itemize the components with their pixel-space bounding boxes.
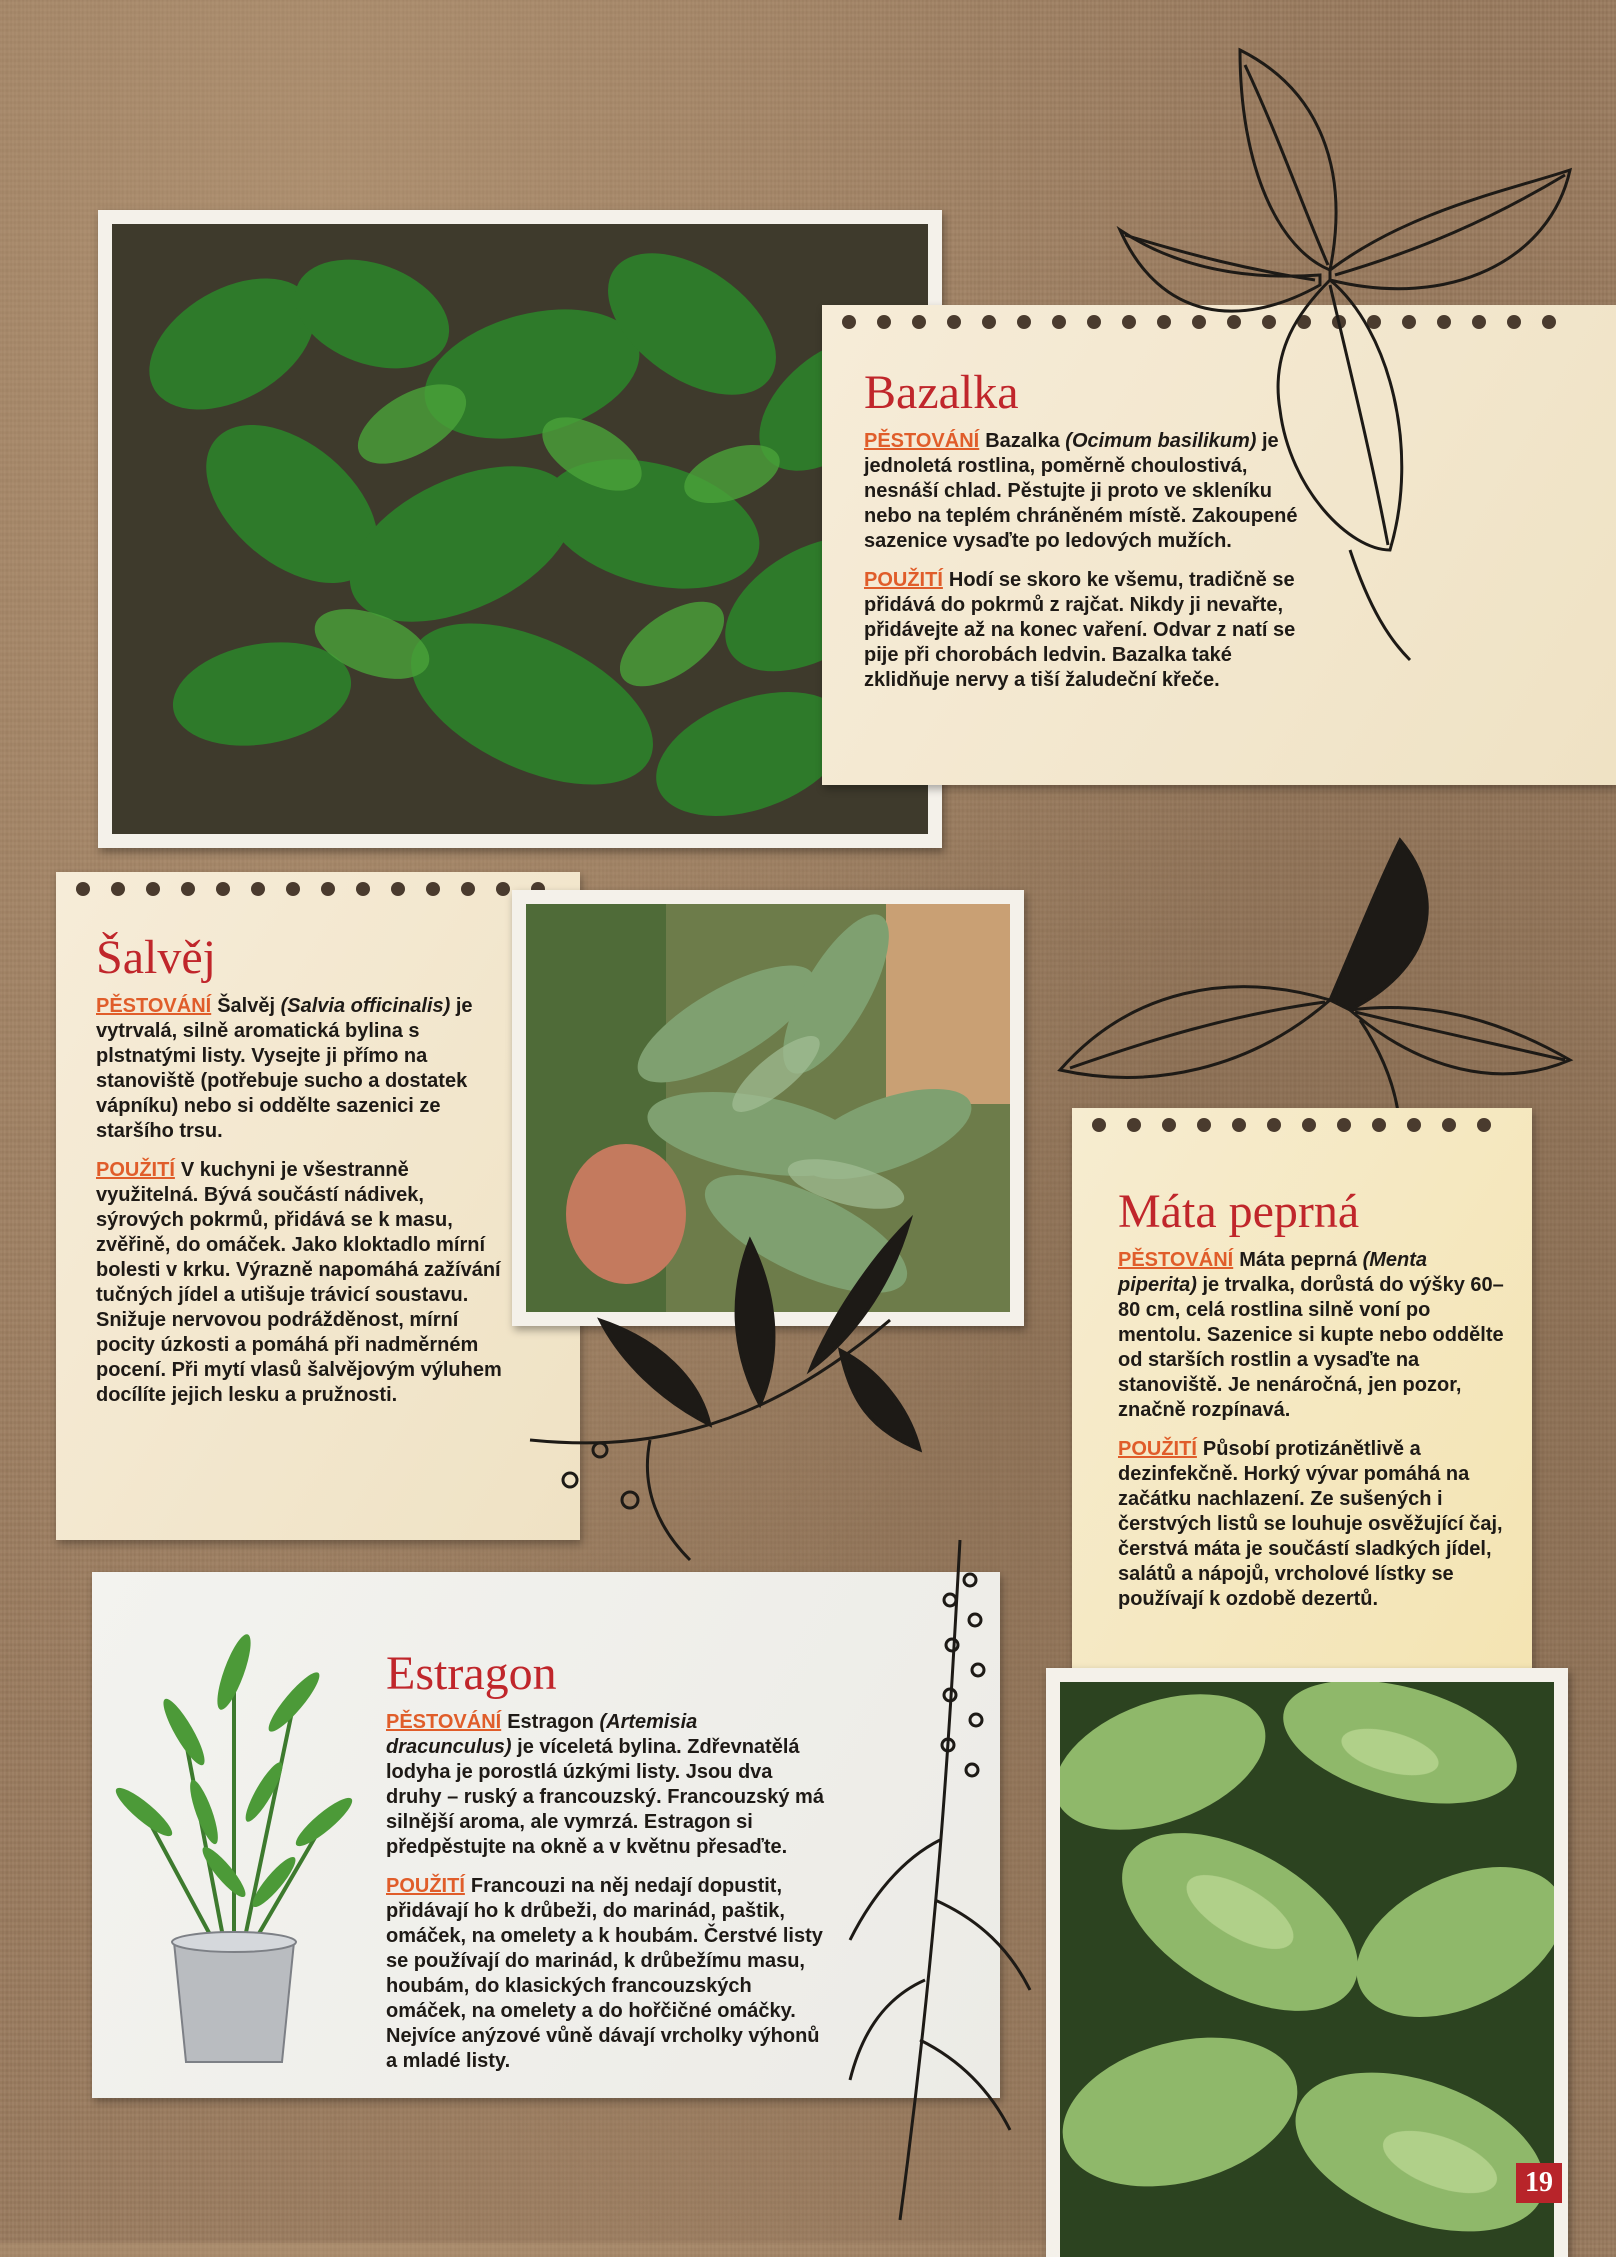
bazalka-title: Bazalka (864, 366, 1019, 419)
growing-label: PĚSTOVÁNÍ (386, 1711, 502, 1733)
basil-plant-image (112, 224, 928, 834)
salvej-title: Šalvěj (96, 931, 216, 984)
binder-holes (56, 872, 580, 906)
use-label: POUŽITÍ (1118, 1438, 1197, 1460)
use-label: POUŽITÍ (386, 1875, 465, 1897)
basil-leaf-sketch (1090, 30, 1590, 670)
tarragon-pot-image (114, 1612, 354, 2072)
growing-label: PĚSTOVÁNÍ (1118, 1249, 1234, 1271)
page-number: 19 (1516, 2163, 1562, 2203)
use-label: POUŽITÍ (864, 569, 943, 591)
estragon-title: Estragon (386, 1647, 557, 1700)
growing-label: PĚSTOVÁNÍ (96, 995, 212, 1017)
mata-growing: PĚSTOVÁNÍ Máta peprná (Menta piperita) je trvalka, dorůstá do výšky 60–80 cm, celá rostlina silně voní po mentolu. Sazenice si kupte nebo oddělte od starších rostlin a vysaďte na stanoviště. Je nenáročná, jen pozor, značně rozpínavá. (1118, 1249, 1504, 1421)
bazalka-use: POUŽITÍ Hodí se skoro ke všemu, tradičně se přidává do pokrmů z rajčat. Nikdy ji nevařte, přidávejte až na konec vaření. Odvar z natí se pije při chorobách ledvin. Bazalka také zklidňuje nervy a tiší žaludeční křeče. (864, 569, 1296, 691)
bazalka-growing: PĚSTOVÁNÍ Bazalka (Ocimum basilikum) je jednoletá rostlina, poměrně choulostivá, nesnáší chlad. Pěstujte ji proto ve skleníku nebo na teplém chráněném místě. Zakoupené sazenice vysaďte po ledových mužích. (864, 430, 1298, 552)
growing-label: PĚSTOVÁNÍ (864, 430, 980, 452)
mint-plant-image (1060, 1682, 1554, 2257)
basil-photo (98, 210, 942, 848)
salvej-growing: PĚSTOVÁNÍ Šalvěj (Salvia officinalis) je vytrvalá, silně aromatická bylina s plstnatými listy. Vysejte ji přímo na stanoviště (potřebuje sucho a dostatek vápníku) nebo si oddělte sazenici ze staršího trsu. (96, 995, 473, 1142)
tarragon-sprig-sketch (840, 1520, 1040, 2240)
salvej-use: POUŽITÍ V kuchyni je všestranně využitelná. Bývá součástí nádivek, sýrových pokrmů, přidává se k masu, zvěřině, do omáček. Jako kloktadlo mírní bolesti v krku. Výrazně napomáhá zažívání tučných jídel a utišuje trávicí soustavu. Snižuje nervovou podrážděnost, mírní pocity úzkosti a pomáhá při nadměrném pocení. Při mytí vlasů šalvějovým výluhem docílíte jejich lesku a pružnosti. (96, 1159, 502, 1406)
mint-photo (1046, 1668, 1568, 2257)
use-label: POUŽITÍ (96, 1159, 175, 1181)
salvej-note (56, 872, 580, 1540)
mata-note (1072, 1108, 1532, 1690)
estragon-growing: PĚSTOVÁNÍ Estragon (Artemisia dracunculus) je víceletá bylina. Zdřevnatělá lodyha je porostlá úzkými listy. Jsou dva druhy – ruský a francouzský. Francouzský má silnější aroma, ale vymrzá. Estragon si předpěstujte na okně a v květnu přesaďte. (386, 1711, 824, 1858)
estragon-use: POUŽITÍ Francouzi na něj nedají dopustit, přidávají ho k drůbeži, do marinád, paštik, omáček, na omelety a k houbám. Čerstvé listy se používají do marinád, k drůbežímu masu, houbám, do klasických francouzských omáček, na omelety a do hořčičné omáčky. Nejvíce anýzové vůně dávají vrcholky výhonů a mladé listy. (386, 1875, 823, 2072)
mata-use: POUŽITÍ Působí protizánětlivě a dezinfekčně. Horký vývar pomáhá na začátku nachlazení. Ze sušených i čerstvých listů se louhuje osvěžující čaj, čerstvá máta je součástí sladkých jídel, salátů a nápojů, vrcholové lístky se používají k ozdobě dezertů. (1118, 1438, 1503, 1610)
binder-holes (1072, 1108, 1532, 1142)
mata-title: Máta peprná (1118, 1185, 1360, 1238)
